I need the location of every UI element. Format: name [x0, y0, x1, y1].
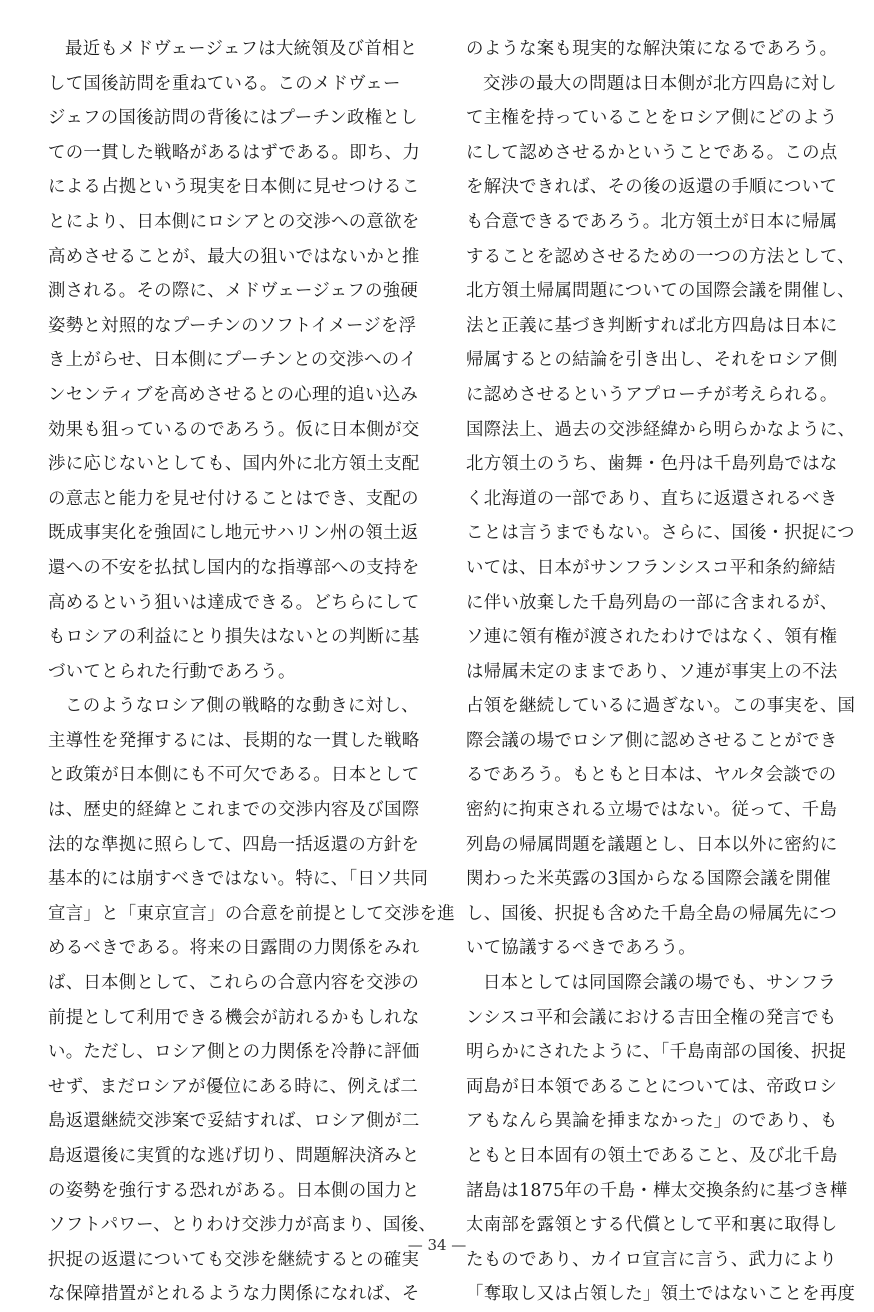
- text-line: 前提として利用できる機会が訪れるかもしれな: [48, 1007, 420, 1028]
- text-line: 姿勢と対照的なプーチンのソフトイメージを浮: [48, 315, 417, 336]
- text-line: 諸島は1875年の千島・樺太交換条約に基づき樺: [466, 1180, 848, 1201]
- text-line: 法と正義に基づき判断すれば北方四島は日本に: [466, 315, 838, 336]
- text-line: 国際法上、過去の交渉経緯から明らかなように、: [466, 419, 856, 440]
- text-line: て主権を持っていることをロシア側にどのよう: [466, 108, 838, 129]
- text-line: 宣言」と「東京宣言」の合意を前提として交渉を進: [48, 903, 455, 924]
- text-line: づいてとられた行動であろう。: [48, 661, 296, 682]
- text-line: せず、まだロシアが優位にある時に、例えば二: [48, 1076, 419, 1097]
- text-line: 基本的には崩すべきではない。特に、「日ソ共同: [48, 869, 429, 890]
- text-line: るであろう。もともと日本は、ヤルタ会談での: [466, 765, 837, 786]
- text-line: このようなロシア側の戦略的な動きに対し、: [65, 696, 419, 717]
- text-line: めるべきである。将来の日露間の力関係をみれ: [48, 938, 420, 959]
- text-line: ば、日本側として、これらの合意内容を交渉の: [48, 973, 420, 994]
- text-line: 日本としては同国際会議の場でも、サンフラ: [483, 973, 836, 994]
- text-line: は帰属未定のままであり、ソ連が事実上の不法: [466, 661, 838, 682]
- text-line: を解決できれば、その後の返還の手順について: [466, 177, 838, 198]
- text-line: ソ連に領有権が渡されたわけではなく、領有権: [466, 627, 838, 648]
- text-line: 効果も狙っているのであろう。仮に日本側が交: [48, 419, 420, 440]
- text-line: のような案も現実的な解決策になるであろう。: [466, 39, 838, 59]
- text-line: 高めさせることが、最大の狙いではないかと推: [48, 246, 420, 267]
- text-line: は、歴史的経緯とこれまでの交渉内容及び国際: [48, 800, 420, 821]
- text-line: 択捉の返還についても交渉を継続するとの確実: [48, 1249, 420, 1270]
- text-line: し、国後、択捉も含めた千島全島の帰属先につ: [466, 903, 838, 924]
- text-line: ジェフの国後訪問の背後にはプーチン政権とし: [48, 108, 418, 129]
- text-line: 太南部を露領とする代償として平和裏に取得し: [466, 1215, 838, 1236]
- text-line: 関わった米英露の3国からなる国際会議を開催: [466, 869, 832, 890]
- text-line: による占拠という現実を日本側に見せつけるこ: [48, 177, 420, 198]
- text-line: 列島の帰属問題を議題とし、日本以外に密約に: [466, 834, 838, 855]
- text-line: 還への不安を払拭し国内的な指導部への支持を: [48, 557, 420, 578]
- text-line: く北海道の一部であり、直ちに返還されるべき: [466, 488, 838, 509]
- text-line: の意志と能力を見せ付けることはでき、支配の: [48, 488, 419, 509]
- text-line: アもなんら異論を挿まなかった」のであり、も: [466, 1111, 838, 1132]
- text-line: 際会議の場でロシア側に認めさせることができ: [466, 730, 838, 751]
- text-line: にして認めさせるかということである。この点: [466, 142, 838, 163]
- text-line: 渉に応じないとしても、国内外に北方領土支配: [48, 454, 420, 475]
- text-line: して国後訪問を重ねている。このメドヴェー: [48, 73, 401, 94]
- text-line: もロシアの利益にとり損失はないとの判断に基: [48, 627, 420, 648]
- text-line: ンセンティブを高めさせるとの心理的追い込み: [48, 384, 419, 405]
- text-line: の姿勢を強行する恐れがある。日本側の国力と: [48, 1180, 420, 1201]
- text-line: に認めさせるというアプローチが考えられる。: [466, 384, 838, 405]
- text-line: ともと日本固有の領土であること、及び北千島: [466, 1146, 838, 1166]
- text-line: 法的な準拠に照らして、四島一括返還の方針を: [48, 834, 420, 855]
- text-line: 交渉の最大の問題は日本側が北方四島に対し: [483, 73, 837, 94]
- text-line: いて協議するべきであろう。: [466, 938, 696, 959]
- text-line: と政策が日本側にも不可欠である。日本として: [48, 765, 420, 786]
- text-line: い。ただし、ロシア側との力関係を冷静に評価: [48, 1042, 420, 1063]
- text-line: いては、日本がサンフランシスコ平和条約締結: [466, 557, 836, 578]
- text-line: することを認めさせるための一つの方法として、: [466, 246, 855, 267]
- text-line: 帰属するとの結論を引き出し、それをロシア側: [466, 350, 838, 371]
- text-line: ソフトパワー、とりわけ交渉力が高まり、国後、: [48, 1215, 437, 1236]
- text-line: ことは言うまでもない。さらに、国後・択捉につ: [466, 523, 855, 544]
- text-line: たものであり、カイロ宣言に言う、武力により: [466, 1249, 837, 1270]
- text-line: 測される。その際に、メドヴェージェフの強硬: [48, 281, 419, 302]
- text-line: 島返還継続交渉案で妥結すれば、ロシア側が二: [48, 1111, 420, 1132]
- text-line: 明らかにされたように、「千島南部の国後、択捉: [466, 1042, 847, 1063]
- text-line: 北方領土帰属問題についての国際会議を開催し、: [466, 281, 855, 302]
- text-line: 密約に拘束される立場ではない。従って、千島: [466, 800, 838, 821]
- text-line: 「奪取し又は占領した」領土ではないことを再度: [466, 1284, 856, 1305]
- text-line: ての一貫した戦略があるはずである。即ち、力: [48, 142, 421, 163]
- text-line: き上がらせ、日本側にプーチンとの交渉へのイ: [48, 350, 418, 371]
- text-line: 最近もメドヴェージェフは大統領及び首相と: [65, 39, 418, 59]
- text-line: とにより、日本側にロシアとの交渉への意欲を: [48, 211, 420, 232]
- text-line: な保障措置がとれるような力関係になれば、そ: [48, 1284, 420, 1305]
- text-line: 既成事実化を強固にし地元サハリン州の領土返: [48, 523, 419, 544]
- text-line: に伴い放棄した千島列島の一部に含まれるが、: [466, 592, 838, 613]
- text-line: 両島が日本領であることについては、帝政ロシ: [466, 1076, 838, 1097]
- text-line: 占領を継続しているに過ぎない。この事実を、国: [466, 696, 856, 717]
- text-line: 高めるという狙いは達成できる。どちらにして: [48, 592, 420, 613]
- text-line: も合意できるであろう。北方領土が日本に帰属: [466, 211, 838, 232]
- page-number: — 34 —: [407, 1236, 467, 1254]
- text-line: ンシスコ平和会議における吉田全権の発言でも: [466, 1007, 837, 1028]
- text-line: 島返還後に実質的な逃げ切り、問題解決済みと: [48, 1146, 420, 1166]
- text-line: 主導性を発揮するには、長期的な一貫した戦略: [48, 730, 420, 751]
- text-line: 北方領土のうち、歯舞・色丹は千島列島ではな: [466, 454, 838, 475]
- right-column: [466, 32, 856, 1312]
